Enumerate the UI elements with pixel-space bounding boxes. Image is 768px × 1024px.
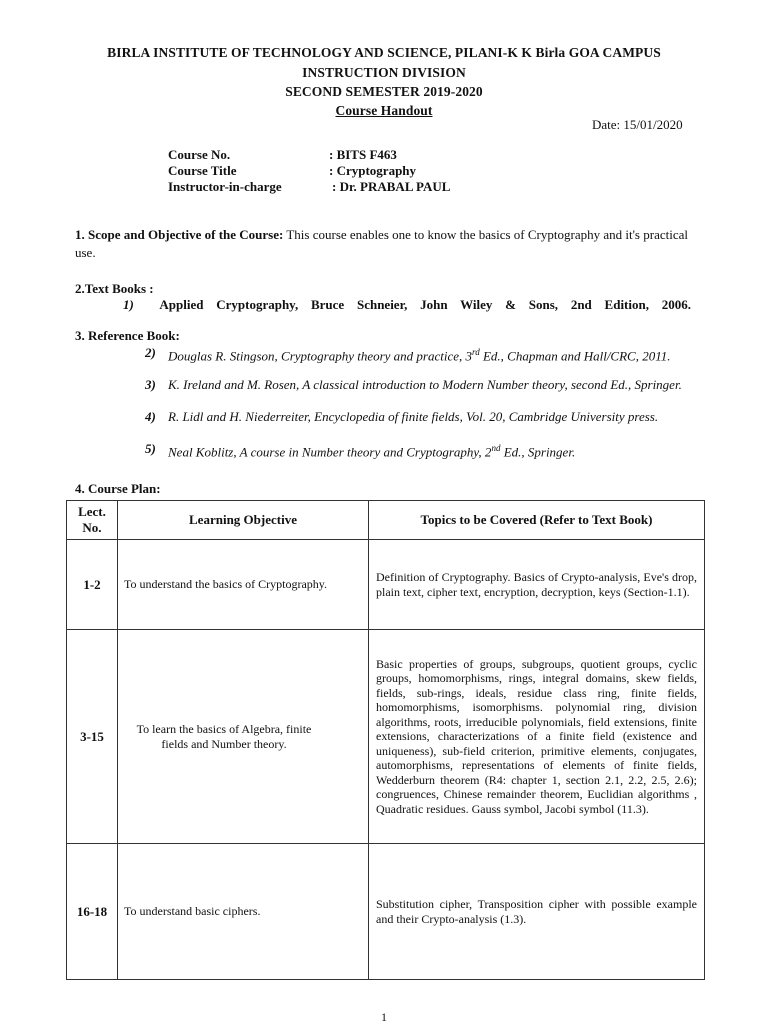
column-header-objective: Learning Objective (118, 501, 369, 540)
reference-number: 3) (145, 377, 156, 392)
semester-label: SECOND SEMESTER 2019-2020 (285, 84, 483, 99)
reference-item: 4) R. Lidl and H. Niederreiter, Encyclopedia of finite fields, Vol. 20, Cambridge University press. (145, 409, 659, 424)
learning-objective: To understand the basics of Cryptography. (118, 540, 369, 630)
table-header-row (67, 501, 705, 540)
course-no-value: : BITS F463 (329, 147, 397, 162)
course-no-label: Course No. (168, 147, 231, 162)
text-book-item (123, 297, 691, 313)
institute-name: BIRLA INSTITUTE OF TECHNOLOGY AND SCIENCE, PILANI-K K Birla GOA CAMPUS (107, 45, 661, 60)
course-plan-heading: 4. Course Plan: (75, 481, 161, 496)
text-books-heading: 2.Text Books : (75, 281, 154, 296)
reference-books-heading: 3. Reference Book: (75, 328, 180, 343)
instructor-label: Instructor-in-charge (168, 179, 282, 194)
scope-heading: 1. Scope and Objective of the Course: (75, 227, 284, 242)
reference-number: 4) (145, 409, 156, 424)
course-plan-table (66, 500, 705, 980)
reference-number: 5) (145, 441, 156, 456)
text-book-number: 1) (123, 297, 134, 312)
table-row (67, 630, 705, 844)
lect-number: 1-2 (67, 540, 118, 630)
lect-number: 3-15 (67, 630, 118, 844)
learning-objective: To understand basic ciphers. (118, 844, 369, 980)
page-number: 1 (381, 1010, 387, 1024)
reference-item: 3) K. Ireland and M. Rosen, A classical introduction to Modern Number theory, second Ed., Springer. (145, 377, 682, 392)
scope-text: This course enables one to know the basics of Cryptography and it's practical use. (75, 227, 688, 260)
table-row (67, 844, 705, 980)
instructor-value: : Dr. PRABAL PAUL (332, 179, 451, 194)
document-date: Date: 15/01/2020 (592, 117, 683, 132)
learning-objective: To learn the basics of Algebra, finite fields and Number theory. (118, 630, 369, 844)
column-header-topics: Topics to be Covered (Refer to Text Book) (369, 501, 705, 540)
table-row (67, 540, 705, 630)
reference-item: 2) Douglas R. Stingson, Cryptography theory and practice, 3rd Ed., Chapman and Hall/CRC, 2011. (145, 345, 671, 364)
division-name: INSTRUCTION DIVISION (302, 65, 466, 80)
course-title-value: : Cryptography (329, 163, 417, 178)
lect-number: 16-18 (67, 844, 118, 980)
topics-covered: Basic properties of groups, subgroups, quotient groups, cyclic groups, homomorphisms, rings, integral domains, skew fields, fields, sub-rings, ideals, residue class ring, finite fields, homomorphisms, isomorphisms. polynomial ring, division algorithms, roots, irreducible polynomials, field extensions, finite extensions, characterizations of a finite field (existence and uniqueness), sub-field criterion, primitive elements, conjugates, automorphisms, representations of elements of finite fields, Wedderburn theorem (R4: chapter 1, section 2.1, 2.2, 2.5, 2.6); congruences, Chinese remainder theorem, Euclidian algorithms , Quadratic residues. Gauss symbol, Jacobi symbol (11.3). (369, 630, 705, 844)
text-book-text: Applied Cryptography, Bruce Schneier, John Wiley & Sons, 2nd Edition, 2006. (159, 297, 691, 312)
scope-section (75, 226, 691, 262)
topics-covered: Definition of Cryptography. Basics of Crypto-analysis, Eve's drop, plain text, cipher text, encryption, decryption, keys (Section-1.1). (369, 540, 705, 630)
topics-covered: Substitution cipher, Transposition cipher with possible example and their Crypto-analysis (1.3). (369, 844, 705, 980)
document-title: Course Handout (335, 103, 433, 118)
reference-item: 5) Neal Koblitz, A course in Number theory and Cryptography, 2nd Ed., Springer. (145, 441, 576, 460)
course-title-label: Course Title (168, 163, 237, 178)
reference-number: 2) (145, 345, 156, 360)
column-header-lect: Lect. No. (67, 501, 118, 540)
